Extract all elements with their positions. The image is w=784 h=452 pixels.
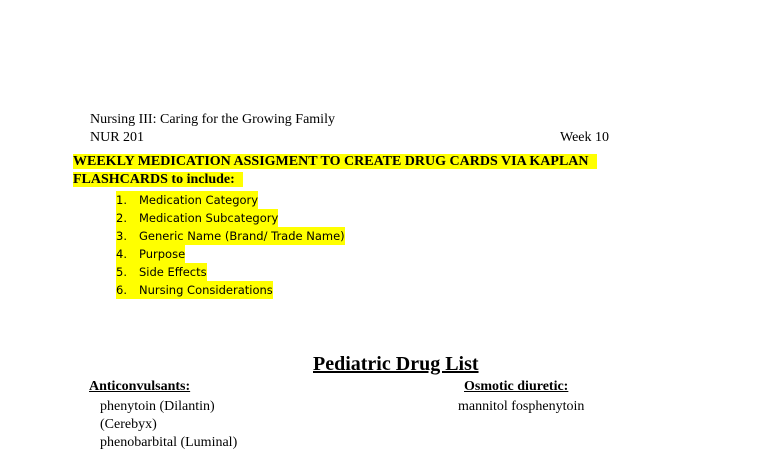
assignment-heading	[73, 153, 673, 189]
osmotic-diuretic-heading: Osmotic diuretic:	[464, 379, 569, 394]
list-item: 2. Medication Subcategory	[116, 211, 279, 225]
list-item: 6. Nursing Considerations	[116, 283, 273, 297]
week-label: Week 10	[560, 130, 610, 145]
anticonvulsants-heading: Anticonvulsants:	[89, 379, 191, 394]
course-title: Nursing III: Caring for the Growing Family	[90, 112, 335, 127]
drug-item: (Cerebyx)	[100, 417, 157, 432]
drug-item: phenobarbital (Luminal)	[100, 435, 238, 450]
drug-item: phenytoin (Dilantin)	[100, 399, 215, 414]
drug-item: mannitol fosphenytoin	[458, 399, 585, 414]
assignment-list	[116, 191, 345, 299]
list-item: 3. Generic Name (Brand/ Trade Name)	[116, 229, 345, 243]
assignment-heading-line1: WEEKLY MEDICATION ASSIGMENT TO CREATE DRUG CARDS VIA KAPLAN	[73, 154, 597, 169]
assignment-heading-line2: FLASHCARDS to include:	[73, 172, 243, 187]
list-item: 4. Purpose	[116, 247, 186, 261]
drug-list-title: Pediatric Drug List	[313, 353, 479, 375]
list-item: 1. Medication Category	[116, 193, 259, 207]
course-code: NUR 201	[90, 130, 145, 145]
list-item: 5. Side Effects	[116, 265, 207, 279]
